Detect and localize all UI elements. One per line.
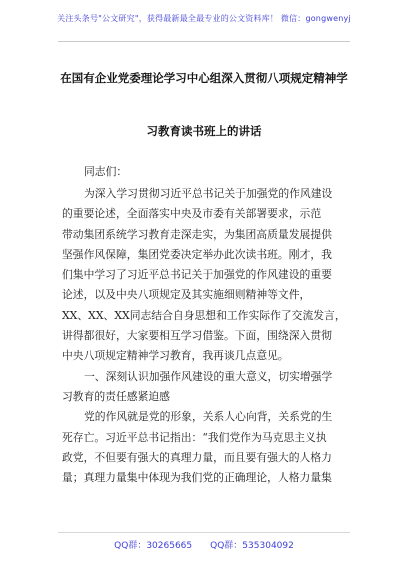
footer-qq-group-2: QQ群：535304092 bbox=[210, 541, 294, 551]
body-line: 政党，不但要有强大的真理力量，而且要有强大的人格力 bbox=[62, 450, 332, 464]
document-title-line-1: 在国有企业党委理论学习中心组深入贯彻八项规定精神学 bbox=[60, 71, 348, 85]
body-line: 量；真理力量集中体现为我们党的正确理论，人格力量集 bbox=[62, 471, 332, 485]
body-line: XX、XX、XX同志结合自身思想和工作实际作了交流发言， bbox=[62, 308, 346, 322]
header-divider bbox=[58, 41, 350, 42]
footer-qq-group-1: QQ群：30265665 bbox=[114, 541, 193, 551]
body-line: 讲得都很好，大家要相互学习借鉴。下面，围绕深入贯彻 bbox=[62, 329, 332, 343]
section-heading-line: 习教育的责任感紧迫感 bbox=[62, 389, 170, 403]
footer bbox=[0, 538, 408, 551]
document-title-line-2: 习教育读书班上的讲话 bbox=[146, 124, 262, 138]
body-line: 死存亡。习近平总书记指出：“我们党作为马克思主义执 bbox=[62, 430, 327, 444]
body-line: 为深入学习贯彻习近平总书记关于加强党的作风建设 bbox=[84, 187, 333, 200]
greeting: 同志们： bbox=[84, 165, 128, 178]
body-line: 们集中学习了习近平总书记关于加强党的作风建设的重要 bbox=[62, 268, 332, 282]
header-banner: 关注头条号"公文研究"，获得最新最全最专业的公文资料库！ 微信：gongwenyj bbox=[57, 14, 351, 23]
document-body bbox=[62, 184, 348, 488]
body-line: 中央八项规定精神学习教育，我再谈几点意见。 bbox=[62, 349, 289, 363]
body-line: 坚强作风保障，集团党委决定举办此次读书班。刚才，我 bbox=[62, 247, 332, 261]
section-heading-line: 一、深刻认识加强作风建设的重大意义，切实增强学 bbox=[84, 369, 333, 383]
body-line: 的重要论述，全面落实中央及市委有关部署要求，示范 bbox=[62, 207, 322, 221]
footer-divider bbox=[58, 532, 350, 533]
body-line: 论述，以及中央八项规定及其实施细则精神等文件， bbox=[62, 288, 311, 302]
body-line: 带动集团系统学习教育走深走实，为集团高质量发展提供 bbox=[62, 227, 332, 241]
body-line: 党的作风就是党的形象，关系人心向背，关系党的生 bbox=[84, 410, 333, 424]
